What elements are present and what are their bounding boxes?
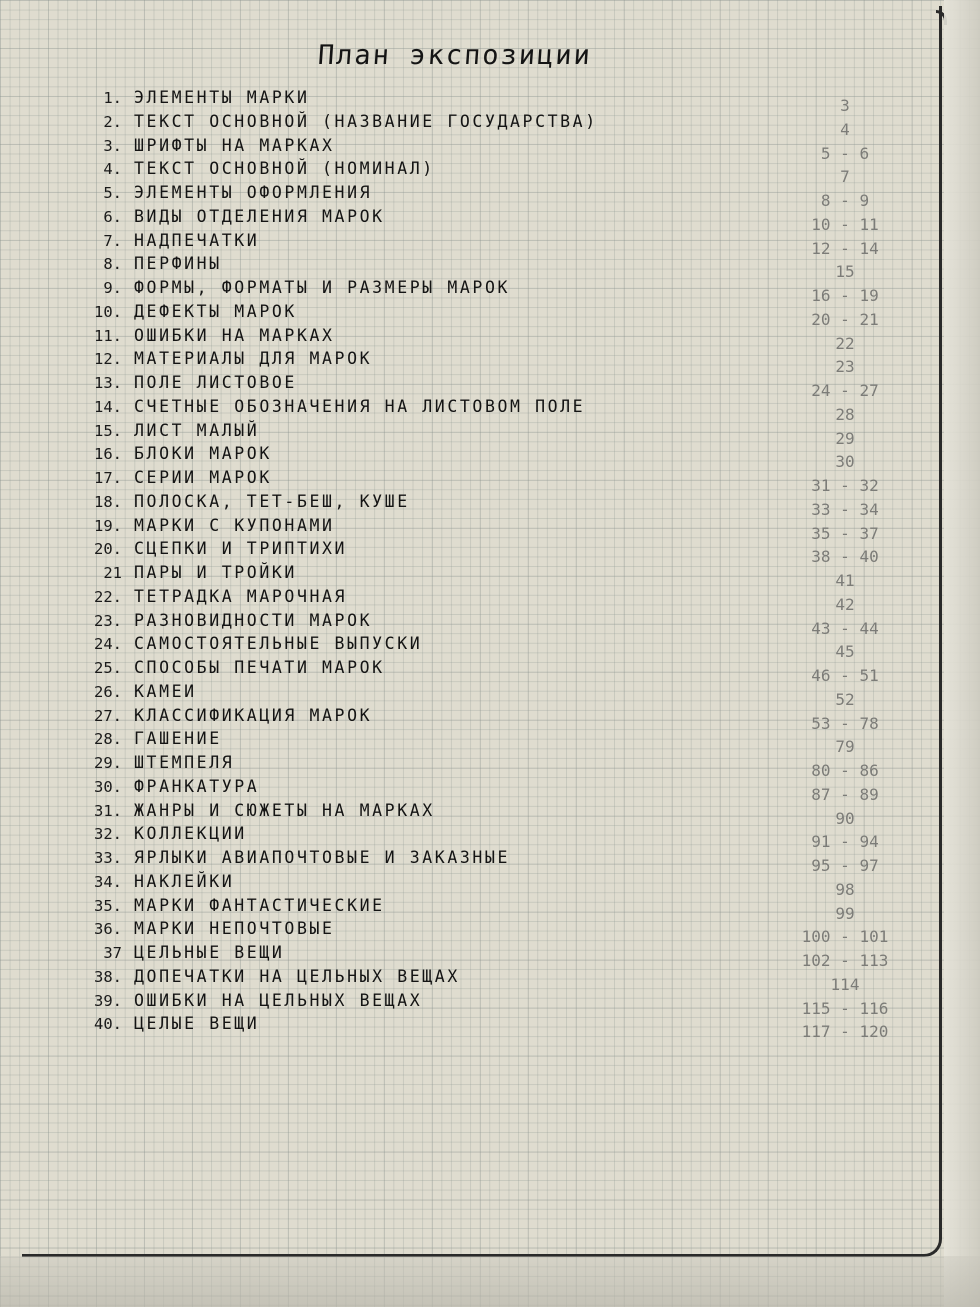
item-number: 30. (94, 777, 122, 796)
item-number: 38. (94, 967, 122, 986)
list-item (80, 989, 900, 1018)
list-item (80, 181, 900, 210)
item-pages: 52 (835, 689, 855, 709)
item-number: 15. (94, 421, 122, 440)
item-pages: 102 - 113 (801, 951, 889, 970)
item-label: ПОЛОСКА, ТЕТ-БЕШ, КУШЕ (134, 491, 410, 511)
item-number: 12. (94, 350, 122, 369)
item-number: 25. (94, 659, 122, 677)
exposition-list (80, 86, 900, 1042)
list-item (80, 680, 900, 709)
list-item (80, 300, 900, 329)
list-item (80, 965, 900, 994)
item-number: 36. (94, 920, 122, 939)
item-number: 39. (94, 991, 122, 1010)
list-item (80, 371, 900, 400)
item-pages: 45 (835, 642, 855, 662)
item-number: 32. (94, 825, 122, 844)
list-item (80, 229, 900, 258)
item-pages: 87 - 89 (811, 784, 879, 804)
item-pages: 15 (835, 262, 855, 282)
list-item (80, 419, 900, 448)
item-label: ОШИБКИ НА МАРКАХ (134, 325, 335, 345)
item-label: ЖАНРЫ И СЮЖЕТЫ НА МАРКАХ (134, 800, 435, 820)
item-number: 14. (94, 397, 122, 416)
item-label: СЧЕТНЫЕ ОБОЗНАЧЕНИЯ НА ЛИСТОВОМ ПОЛЕ (134, 396, 586, 416)
item-label: ПАРЫ И ТРОЙКИ (134, 563, 297, 582)
item-pages: 98 (835, 879, 855, 899)
list-item (80, 822, 900, 852)
item-pages: 24 - 27 (811, 381, 879, 400)
item-pages: 95 - 97 (811, 856, 879, 875)
item-number: 24. (94, 635, 122, 654)
item-number: 1. (103, 89, 122, 107)
item-number: 10. (94, 302, 122, 321)
list-item (80, 704, 900, 733)
list-item (80, 395, 900, 424)
list-item (80, 157, 900, 187)
item-label: ЭЛЕМЕНТЫ МАРКИ (134, 88, 310, 107)
item-number: 6. (103, 207, 122, 226)
item-label: ШТЕМПЕЛЯ (134, 753, 235, 772)
list-item (80, 775, 900, 804)
item-pages: 43 - 44 (811, 618, 879, 638)
item-pages: 100 - 101 (801, 927, 889, 947)
item-pages: 114 (830, 974, 860, 994)
list-item (80, 490, 900, 519)
item-number: 26. (94, 682, 122, 701)
item-number: 34. (94, 872, 122, 891)
item-label: ЦЕЛЫЕ ВЕЩИ (134, 1014, 260, 1034)
item-number: 17. (94, 469, 122, 487)
list-item (80, 347, 900, 377)
item-pages: 7 (840, 167, 850, 187)
item-pages: 38 - 40 (811, 547, 879, 567)
item-label: ДЕФЕКТЫ МАРОК (134, 301, 297, 321)
item-number: 20. (94, 540, 122, 559)
list-item (80, 537, 900, 567)
list-item (80, 324, 900, 353)
item-pages: 35 - 37 (811, 523, 879, 543)
item-label: ОШИБКИ НА ЦЕЛЬНЫХ ВЕЩАХ (134, 990, 423, 1010)
sheet-edge (944, 0, 980, 1307)
item-number: 31. (94, 801, 122, 820)
item-pages: 41 (835, 571, 855, 590)
item-label: САМОСТОЯТЕЛЬНЫЕ ВЫПУСКИ (134, 634, 423, 654)
item-pages: 31 - 32 (811, 476, 879, 495)
item-label: СПОСОБЫ ПЕЧАТИ МАРОК (134, 658, 385, 677)
item-number: 23. (94, 611, 122, 630)
item-pages: 20 - 21 (811, 309, 879, 329)
item-pages: 79 (835, 737, 855, 757)
item-label: МАРКИ НЕПОЧТОВЫЕ (134, 919, 335, 939)
item-pages: 99 (835, 903, 855, 923)
item-label: РАЗНОВИДНОСТИ МАРОК (134, 610, 373, 630)
item-number: 28. (94, 730, 122, 749)
item-label: МАТЕРИАЛЫ ДЛЯ МАРОК (134, 349, 373, 369)
list-item (80, 466, 900, 495)
item-pages: 91 - 94 (811, 832, 879, 852)
item-pages: 12 - 14 (811, 238, 879, 258)
list-item (80, 1012, 900, 1042)
list-item (80, 799, 900, 828)
item-label: КЛАССИФИКАЦИЯ МАРОК (134, 705, 373, 725)
list-item (80, 846, 900, 875)
list-item (80, 110, 900, 139)
item-pages: 10 - 11 (811, 214, 879, 234)
list-item (80, 917, 900, 947)
item-number: 37 (103, 944, 122, 962)
item-pages: 28 (835, 404, 855, 424)
item-number: 5. (103, 184, 122, 202)
item-number: 29. (94, 754, 122, 772)
item-number: 40. (94, 1015, 122, 1034)
item-pages: 4 (840, 119, 850, 139)
item-label: ДОПЕЧАТКИ НА ЦЕЛЬНЫХ ВЕЩАХ (134, 966, 460, 986)
list-item (80, 941, 900, 970)
item-number: 16. (94, 445, 122, 464)
item-number: 9. (103, 279, 122, 297)
item-label: НАКЛЕЙКИ (134, 871, 235, 891)
list-item (80, 561, 900, 590)
item-label: БЛОКИ МАРОК (134, 444, 272, 464)
item-pages: 46 - 51 (811, 666, 879, 685)
item-number: 7. (103, 231, 122, 250)
item-label: ТЕТРАДКА МАРОЧНАЯ (134, 586, 348, 606)
item-pages: 22 (835, 333, 855, 353)
item-label: МАРКИ С КУПОНАМИ (134, 515, 335, 535)
sheet-bottom-shade (0, 1256, 980, 1307)
list-item (80, 585, 900, 614)
item-pages: 115 - 116 (801, 998, 889, 1018)
item-pages: 53 - 78 (811, 713, 879, 733)
item-label: ФРАНКАТУРА (134, 776, 260, 796)
item-label: ТЕКСТ ОСНОВНОЙ (НАЗВАНИЕ ГОСУДАРСТВА) (134, 111, 598, 131)
item-number: 11. (94, 326, 122, 345)
item-label: ПОЛЕ ЛИСТОВОЕ (134, 373, 297, 392)
item-label: КОЛЛЕКЦИИ (134, 824, 247, 844)
item-label: ЦЕЛЬНЫЕ ВЕЩИ (134, 943, 285, 962)
item-pages: 5 - 6 (820, 143, 870, 163)
item-pages: 16 - 19 (811, 286, 879, 305)
list-item (80, 727, 900, 757)
item-number: 18. (94, 492, 122, 511)
list-item (80, 252, 900, 282)
item-label: СЕРИИ МАРОК (134, 468, 272, 487)
item-label: ТЕКСТ ОСНОВНОЙ (НОМИНАЛ) (134, 159, 435, 179)
list-item (80, 442, 900, 472)
item-number: 19. (94, 516, 122, 535)
item-number: 8. (103, 255, 122, 274)
item-number: 2. (103, 112, 122, 131)
list-item (80, 751, 900, 780)
list-item (80, 134, 900, 163)
list-item (80, 656, 900, 685)
item-label: ПЕРФИНЫ (134, 254, 222, 274)
item-label: НАДПЕЧАТКИ (134, 230, 260, 250)
item-pages: 30 (835, 452, 855, 472)
item-label: МАРКИ ФАНТАСТИЧЕСКИЕ (134, 895, 385, 915)
item-number: 22. (94, 587, 122, 606)
item-pages: 90 (835, 808, 855, 828)
item-label: ЛИСТ МАЛЫЙ (134, 420, 260, 440)
list-item (80, 205, 900, 234)
list-item (80, 276, 900, 305)
list-item (80, 632, 900, 662)
item-number: 3. (103, 136, 122, 155)
item-number: 4. (103, 160, 122, 179)
item-number: 35. (94, 896, 122, 915)
item-pages: 42 (835, 594, 855, 614)
item-label: ФОРМЫ, ФОРМАТЫ И РАЗМЕРЫ МАРОК (134, 278, 511, 297)
item-label: ГАШЕНИЕ (134, 729, 222, 749)
item-pages: 33 - 34 (811, 499, 879, 519)
item-label: ЯРЛЫКИ АВИАПОЧТОВЫЕ И ЗАКАЗНЫЕ (134, 848, 511, 867)
item-label: ШРИФТЫ НА МАРКАХ (134, 135, 335, 155)
list-item (80, 870, 900, 899)
item-label: КАМЕИ (134, 681, 197, 701)
page-title: План экспозиции (316, 40, 593, 71)
item-label: ЭЛЕМЕНТЫ ОФОРМЛЕНИЯ (134, 183, 373, 202)
item-number: 21 (103, 564, 122, 582)
list-item (80, 86, 900, 115)
item-number: 33. (94, 849, 122, 867)
item-pages: 8 - 9 (820, 191, 870, 210)
item-pages: 80 - 86 (811, 761, 879, 780)
item-label: ВИДЫ ОТДЕЛЕНИЯ МАРОК (134, 206, 385, 226)
list-item (80, 514, 900, 543)
list-item (80, 609, 900, 638)
item-number: 27. (94, 706, 122, 725)
item-pages: 117 - 120 (801, 1022, 889, 1042)
item-pages: 3 (840, 96, 850, 115)
list-item (80, 894, 900, 923)
item-pages: 29 (835, 428, 855, 448)
item-label: СЦЕПКИ И ТРИПТИХИ (134, 539, 348, 559)
item-number: 13. (94, 374, 122, 392)
item-pages: 23 (835, 357, 855, 377)
